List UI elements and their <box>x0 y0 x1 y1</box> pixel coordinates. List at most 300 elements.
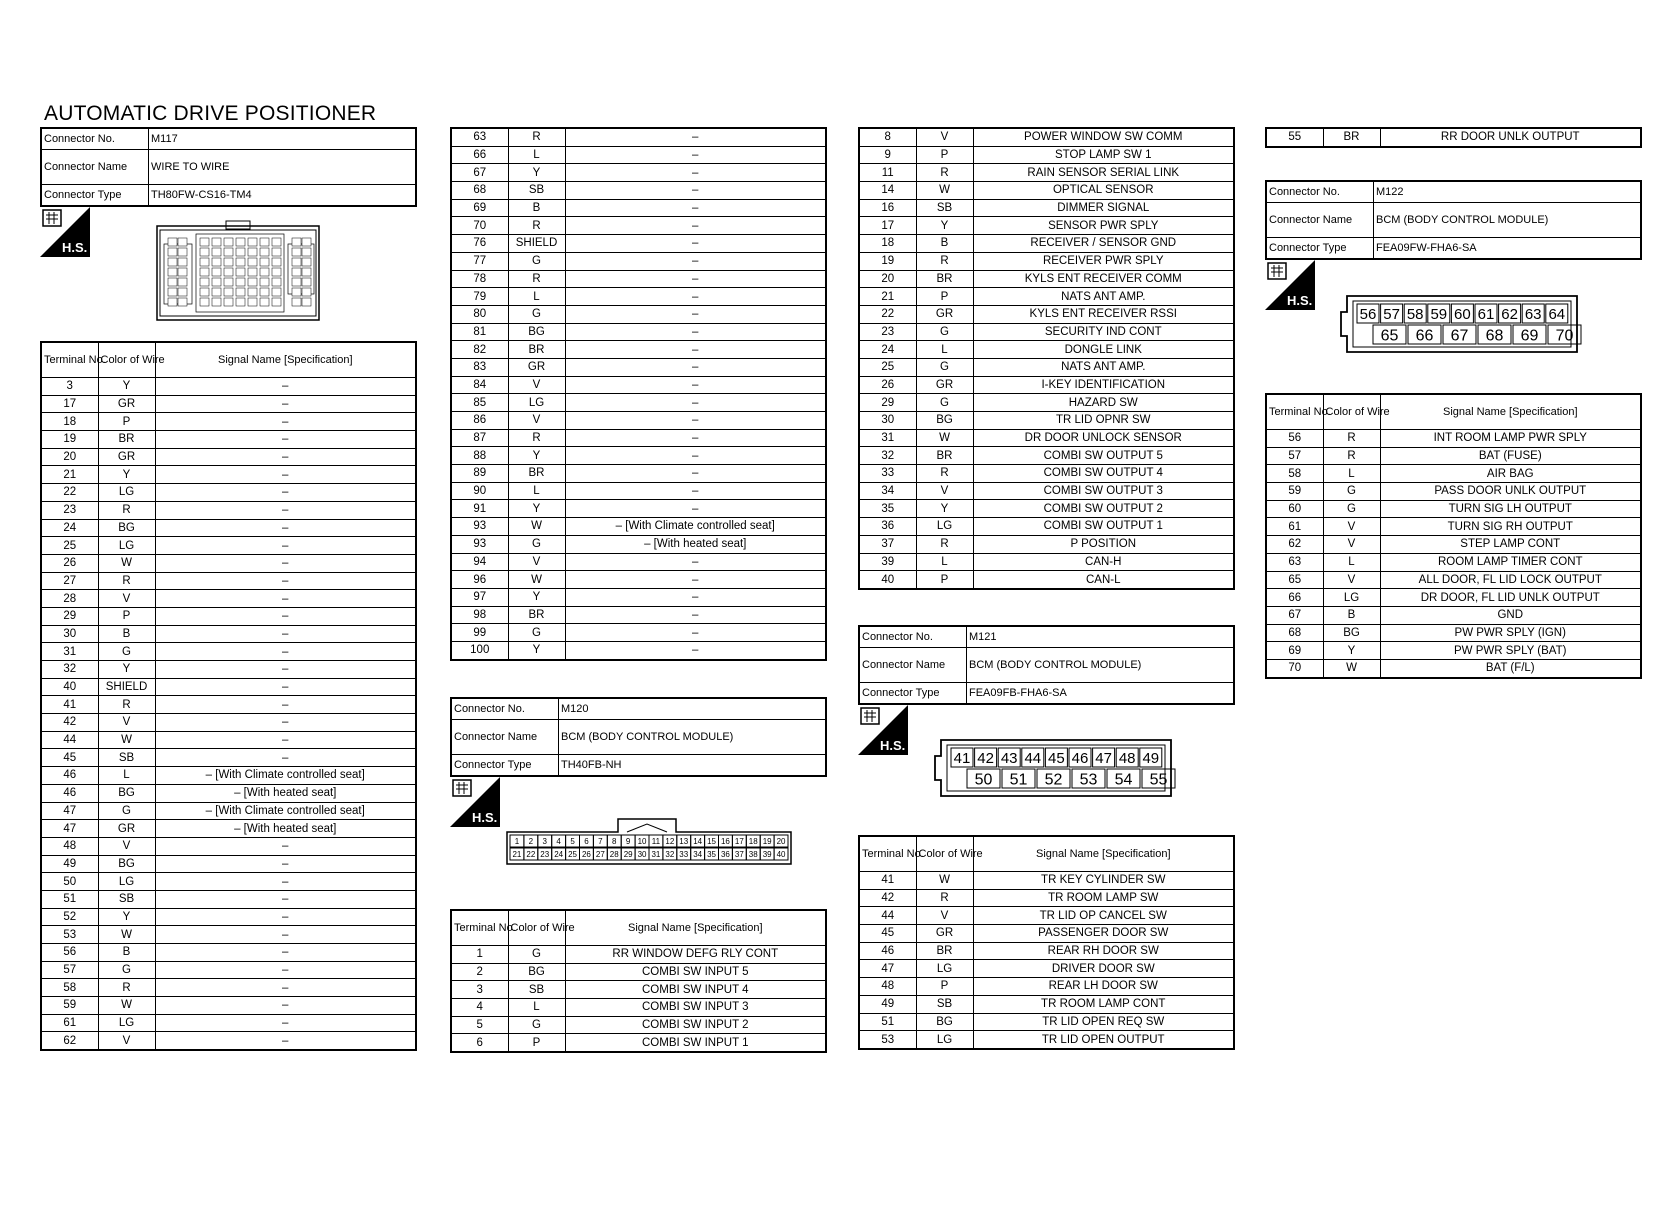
terminal-row <box>1266 606 1641 624</box>
pin-label: 61 <box>1477 305 1495 323</box>
wire-color: R <box>98 979 155 997</box>
terminal-no: 11 <box>859 164 916 182</box>
signal-name: STEP LAMP CONT <box>1380 536 1641 554</box>
terminal-row <box>451 270 826 288</box>
terminal-row <box>1266 483 1641 501</box>
pin-label: 43 <box>1000 749 1018 767</box>
terminal-no: 2 <box>451 963 508 981</box>
pin-label: 65 <box>1380 327 1399 345</box>
terminal-row <box>859 164 1234 182</box>
signal-name: – <box>155 890 416 908</box>
signal-name: RR WINDOW DEFG RLY CONT <box>565 946 826 964</box>
terminal-row <box>451 252 826 270</box>
terminal-row <box>41 802 416 820</box>
terminal-row <box>1266 659 1641 677</box>
signal-name: RECEIVER / SENSOR GND <box>973 235 1234 253</box>
wire-color: P <box>98 413 155 431</box>
terminal-no: 25 <box>41 537 98 555</box>
terminal-no: 20 <box>859 270 916 288</box>
terminal-row <box>859 571 1234 589</box>
connector-name-value: BCM (BODY CONTROL MODULE) <box>967 648 1235 683</box>
terminal-row <box>451 999 826 1017</box>
wire-color: W <box>98 926 155 944</box>
pin-label: 27 <box>595 849 605 859</box>
terminal-no: 58 <box>1266 465 1323 483</box>
wire-color: R <box>916 164 973 182</box>
signal-name: – <box>565 199 826 217</box>
connector-name-label: Connector Name <box>451 720 559 755</box>
terminal-no-header: Terminal No. <box>1266 394 1323 430</box>
wire-color: W <box>98 997 155 1015</box>
signal-name: – <box>565 482 826 500</box>
terminal-no-header: Terminal No. <box>859 836 916 872</box>
terminal-row <box>41 873 416 891</box>
terminal-no: 68 <box>451 182 508 200</box>
wire-color: BG <box>98 784 155 802</box>
wire-color: Y <box>98 661 155 679</box>
wire-color: G <box>508 535 565 553</box>
wire-color: Y <box>508 447 565 465</box>
pin-label: 20 <box>776 836 786 846</box>
signal-name: RR DOOR UNLK OUTPUT <box>1380 128 1641 147</box>
terminal-row <box>1266 536 1641 554</box>
wire-color: L <box>508 288 565 306</box>
terminal-row <box>41 979 416 997</box>
signal-name: INT ROOM LAMP PWR SPLY <box>1380 430 1641 448</box>
wire-color: G <box>98 961 155 979</box>
signal-name: GND <box>1380 606 1641 624</box>
pin-label: 24 <box>554 849 564 859</box>
wire-color: R <box>98 572 155 590</box>
signal-name: – <box>155 484 416 502</box>
signal-name: COMBI SW INPUT 2 <box>565 1016 826 1034</box>
hs-icon <box>450 777 500 827</box>
pin-label: 34 <box>693 849 703 859</box>
page-title: AUTOMATIC DRIVE POSITIONER <box>44 102 377 125</box>
terminal-no: 36 <box>859 518 916 536</box>
pin-label: 58 <box>1406 305 1424 323</box>
terminal-row <box>859 447 1234 465</box>
terminal-no: 69 <box>1266 642 1323 660</box>
m121-cont-terminal-table <box>1265 127 1642 148</box>
connector-type-value: TH40FB-NH <box>559 755 827 777</box>
wire-color: SHIELD <box>508 235 565 253</box>
wire-color: B <box>508 199 565 217</box>
terminal-no: 55 <box>1266 128 1323 147</box>
wire-color: V <box>1323 571 1380 589</box>
wire-color: G <box>98 802 155 820</box>
signal-name: – <box>155 378 416 396</box>
signal-name: – <box>155 1032 416 1050</box>
terminal-row <box>859 942 1234 960</box>
terminal-row <box>859 182 1234 200</box>
terminal-row <box>41 749 416 767</box>
terminal-no: 93 <box>451 535 508 553</box>
wire-color: L <box>1323 465 1380 483</box>
wire-color: R <box>1323 447 1380 465</box>
wire-color: SB <box>98 890 155 908</box>
terminal-row <box>451 981 826 999</box>
terminal-no: 20 <box>41 448 98 466</box>
connector-name-label: Connector Name <box>41 150 149 185</box>
terminal-row <box>451 606 826 624</box>
signal-name: – <box>565 252 826 270</box>
wire-color: V <box>98 590 155 608</box>
signal-name: – <box>155 607 416 625</box>
terminal-row <box>1266 571 1641 589</box>
terminal-no: 81 <box>451 323 508 341</box>
terminal-no: 22 <box>859 305 916 323</box>
terminal-no: 49 <box>41 855 98 873</box>
terminal-no: 47 <box>41 802 98 820</box>
terminal-row <box>41 661 416 679</box>
signal-name: – <box>155 590 416 608</box>
connector-no-value: M121 <box>967 626 1235 648</box>
terminal-row <box>41 731 416 749</box>
pin-label: 32 <box>665 849 675 859</box>
m121-connector-face-icon <box>933 738 1179 798</box>
m122-connector-face-icon <box>1339 294 1585 354</box>
wire-color: BR <box>916 447 973 465</box>
pin-label: 38 <box>748 849 758 859</box>
signal-name-header: Signal Name [Specification] <box>973 836 1234 872</box>
signal-name: COMBI SW OUTPUT 2 <box>973 500 1234 518</box>
signal-name: POWER WINDOW SW COMM <box>973 128 1234 146</box>
terminal-row <box>451 465 826 483</box>
wire-color: R <box>508 270 565 288</box>
terminal-no: 98 <box>451 606 508 624</box>
terminal-row <box>41 961 416 979</box>
wire-color: BG <box>1323 624 1380 642</box>
signal-name: – <box>155 944 416 962</box>
terminal-no: 5 <box>451 1016 508 1034</box>
wire-color: R <box>916 252 973 270</box>
signal-name: REAR LH DOOR SW <box>973 978 1234 996</box>
signal-name: – <box>565 465 826 483</box>
terminal-no: 3 <box>451 981 508 999</box>
terminal-no: 68 <box>1266 624 1323 642</box>
signal-name: – <box>155 661 416 679</box>
terminal-row <box>859 960 1234 978</box>
hs-label: H.S. <box>62 240 88 255</box>
wire-color: GR <box>98 820 155 838</box>
signal-name: – [With heated seat] <box>155 820 416 838</box>
terminal-row <box>859 341 1234 359</box>
pin-label: 5 <box>570 836 575 846</box>
terminal-no: 93 <box>451 518 508 536</box>
wire-color: SB <box>508 182 565 200</box>
wire-color: LG <box>916 518 973 536</box>
terminal-row <box>859 270 1234 288</box>
terminal-no: 63 <box>1266 553 1323 571</box>
signal-name: – <box>565 376 826 394</box>
terminal-no: 49 <box>859 995 916 1013</box>
terminal-no: 4 <box>451 999 508 1017</box>
pin-label: 10 <box>637 836 647 846</box>
terminal-row <box>41 466 416 484</box>
pin-label: 39 <box>762 849 772 859</box>
terminal-row <box>451 553 826 571</box>
wire-color: G <box>508 252 565 270</box>
pin-label: 54 <box>1114 771 1133 789</box>
wire-color: Y <box>98 466 155 484</box>
terminal-no: 99 <box>451 624 508 642</box>
wire-color: Y <box>508 164 565 182</box>
signal-name: – <box>155 431 416 449</box>
terminal-row <box>859 518 1234 536</box>
signal-name: – <box>155 1014 416 1032</box>
wire-color: R <box>508 128 565 146</box>
signal-name: – [With heated seat] <box>155 784 416 802</box>
wire-color: V <box>916 482 973 500</box>
wire-color: V <box>508 376 565 394</box>
signal-name: – [With Climate controlled seat] <box>155 802 416 820</box>
terminal-no: 53 <box>859 1031 916 1049</box>
signal-name: DRIVER DOOR SW <box>973 960 1234 978</box>
terminal-no: 69 <box>451 199 508 217</box>
terminal-row <box>859 323 1234 341</box>
color-of-wire-header: Color of Wire <box>1323 394 1380 430</box>
pin-label: 23 <box>540 849 550 859</box>
terminal-no: 78 <box>451 270 508 288</box>
signal-name: – <box>565 588 826 606</box>
terminal-row <box>859 305 1234 323</box>
terminal-no: 51 <box>859 1013 916 1031</box>
signal-name: – <box>155 448 416 466</box>
m117-connector-face-icon <box>156 220 321 322</box>
wire-color: BR <box>508 341 565 359</box>
terminal-no: 46 <box>859 942 916 960</box>
terminal-no: 23 <box>41 501 98 519</box>
connector-type-label: Connector Type <box>41 185 149 207</box>
terminal-no: 21 <box>859 288 916 306</box>
signal-name: HAZARD SW <box>973 394 1234 412</box>
terminal-row <box>41 767 416 785</box>
terminal-row <box>451 235 826 253</box>
wire-color: P <box>916 978 973 996</box>
wire-color: GR <box>98 448 155 466</box>
terminal-no: 24 <box>859 341 916 359</box>
pin-label: 25 <box>568 849 578 859</box>
wire-color: L <box>916 553 973 571</box>
signal-name: PW PWR SPLY (BAT) <box>1380 642 1641 660</box>
terminal-no: 21 <box>41 466 98 484</box>
signal-name: – <box>565 358 826 376</box>
wire-color: W <box>916 872 973 890</box>
terminal-row <box>41 714 416 732</box>
terminal-no: 61 <box>41 1014 98 1032</box>
terminal-row <box>41 395 416 413</box>
pin-label: 69 <box>1520 327 1539 345</box>
wire-color: G <box>508 1016 565 1034</box>
terminal-no: 57 <box>1266 447 1323 465</box>
terminal-row <box>451 624 826 642</box>
signal-name: – <box>155 466 416 484</box>
terminal-row <box>41 997 416 1015</box>
terminal-no: 59 <box>1266 483 1323 501</box>
signal-name: TR LID OPNR SW <box>973 412 1234 430</box>
wire-color: W <box>916 182 973 200</box>
signal-name: – <box>565 305 826 323</box>
pin-label: 18 <box>748 836 758 846</box>
pin-label: 14 <box>693 836 703 846</box>
pin-label: 44 <box>1024 749 1042 767</box>
terminal-row <box>451 358 826 376</box>
pin-label: 7 <box>598 836 603 846</box>
signal-name: COMBI SW OUTPUT 4 <box>973 465 1234 483</box>
terminal-no: 50 <box>41 873 98 891</box>
signal-name: – <box>565 270 826 288</box>
terminal-no: 48 <box>859 978 916 996</box>
signal-name: – <box>565 412 826 430</box>
wire-color: BG <box>508 963 565 981</box>
terminal-no: 28 <box>41 590 98 608</box>
signal-name: – <box>565 146 826 164</box>
m117-cont-terminal-table <box>450 127 827 661</box>
signal-name: – <box>565 341 826 359</box>
wire-color: P <box>916 146 973 164</box>
terminal-row <box>451 305 826 323</box>
signal-name: CAN-H <box>973 553 1234 571</box>
wire-color: V <box>98 714 155 732</box>
terminal-no: 51 <box>41 890 98 908</box>
wire-color: LG <box>98 1014 155 1032</box>
pin-label: 51 <box>1009 771 1028 789</box>
terminal-row <box>41 590 416 608</box>
terminal-no: 18 <box>859 235 916 253</box>
connector-no-value: M122 <box>1374 181 1642 203</box>
terminal-no: 26 <box>41 554 98 572</box>
signal-name: I-KEY IDENTIFICATION <box>973 376 1234 394</box>
wire-color: L <box>508 482 565 500</box>
signal-name: COMBI SW OUTPUT 5 <box>973 447 1234 465</box>
terminal-row <box>451 946 826 964</box>
terminal-row <box>41 926 416 944</box>
signal-name: TURN SIG LH OUTPUT <box>1380 500 1641 518</box>
signal-name: DONGLE LINK <box>973 341 1234 359</box>
signal-name: – <box>155 501 416 519</box>
wire-color: BG <box>98 855 155 873</box>
terminal-row <box>1266 642 1641 660</box>
terminal-no: 18 <box>41 413 98 431</box>
signal-name: SENSOR PWR SPLY <box>973 217 1234 235</box>
terminal-row <box>859 288 1234 306</box>
terminal-row <box>859 500 1234 518</box>
terminal-row <box>451 535 826 553</box>
wire-color: R <box>98 696 155 714</box>
signal-name: BAT (F/L) <box>1380 659 1641 677</box>
wire-color: B <box>1323 606 1380 624</box>
wire-color: W <box>508 518 565 536</box>
wire-color: LG <box>1323 589 1380 607</box>
wire-color: Y <box>508 500 565 518</box>
terminal-row <box>1266 553 1641 571</box>
terminal-row <box>859 235 1234 253</box>
pin-label: 11 <box>651 836 661 846</box>
terminal-no: 63 <box>451 128 508 146</box>
wire-color: BG <box>916 1013 973 1031</box>
terminal-no: 57 <box>41 961 98 979</box>
terminal-row <box>41 607 416 625</box>
terminal-row <box>451 394 826 412</box>
terminal-row <box>859 429 1234 447</box>
terminal-row <box>1266 589 1641 607</box>
signal-name: NATS ANT AMP. <box>973 288 1234 306</box>
wire-color: L <box>508 146 565 164</box>
terminal-row <box>41 519 416 537</box>
connector-no-label: Connector No. <box>41 128 149 150</box>
terminal-no: 52 <box>41 908 98 926</box>
terminal-row <box>859 978 1234 996</box>
terminal-no: 19 <box>41 431 98 449</box>
terminal-no: 97 <box>451 588 508 606</box>
connector-no-label: Connector No. <box>859 626 967 648</box>
pin-label: 2 <box>528 836 534 846</box>
signal-name: – <box>155 625 416 643</box>
terminal-no: 58 <box>41 979 98 997</box>
terminal-no: 40 <box>859 571 916 589</box>
signal-name: – <box>155 519 416 537</box>
terminal-no: 76 <box>451 235 508 253</box>
terminal-no: 62 <box>1266 536 1323 554</box>
terminal-row <box>41 784 416 802</box>
m117-info <box>40 127 417 207</box>
wire-color: BG <box>508 323 565 341</box>
terminal-no: 89 <box>451 465 508 483</box>
terminal-row <box>451 217 826 235</box>
terminal-row <box>41 643 416 661</box>
signal-name: – <box>565 394 826 412</box>
m120-connector-face-icon <box>505 815 793 865</box>
wire-color: GR <box>916 925 973 943</box>
hs-label: H.S. <box>472 810 498 825</box>
connector-type-label: Connector Type <box>859 683 967 705</box>
terminal-row <box>41 1014 416 1032</box>
terminal-no: 84 <box>451 376 508 394</box>
terminal-no: 46 <box>41 767 98 785</box>
terminal-no: 94 <box>451 553 508 571</box>
wire-color: P <box>98 607 155 625</box>
signal-name: – <box>155 696 416 714</box>
signal-name: – <box>155 873 416 891</box>
terminal-no: 3 <box>41 378 98 396</box>
signal-name: – <box>565 429 826 447</box>
signal-name: – <box>565 624 826 642</box>
wire-color: G <box>98 643 155 661</box>
terminal-no: 29 <box>859 394 916 412</box>
signal-name: COMBI SW INPUT 3 <box>565 999 826 1017</box>
wire-color: BR <box>1323 128 1380 147</box>
terminal-no: 30 <box>41 625 98 643</box>
signal-name: – <box>155 749 416 767</box>
terminal-row <box>1266 447 1641 465</box>
signal-name: PW PWR SPLY (IGN) <box>1380 624 1641 642</box>
wire-color: LG <box>916 960 973 978</box>
wire-color: R <box>1323 430 1380 448</box>
hs-label: H.S. <box>880 738 906 753</box>
connector-no-value: M120 <box>559 698 827 720</box>
wire-color: R <box>916 465 973 483</box>
signal-name: – <box>565 500 826 518</box>
pin-label: 64 <box>1548 305 1566 323</box>
terminal-row <box>859 535 1234 553</box>
signal-name: P POSITION <box>973 535 1234 553</box>
terminal-no: 1 <box>451 946 508 964</box>
wire-color: BR <box>916 270 973 288</box>
wire-color: GR <box>916 376 973 394</box>
wire-color: Y <box>98 378 155 396</box>
signal-name: ROOM LAMP TIMER CONT <box>1380 553 1641 571</box>
